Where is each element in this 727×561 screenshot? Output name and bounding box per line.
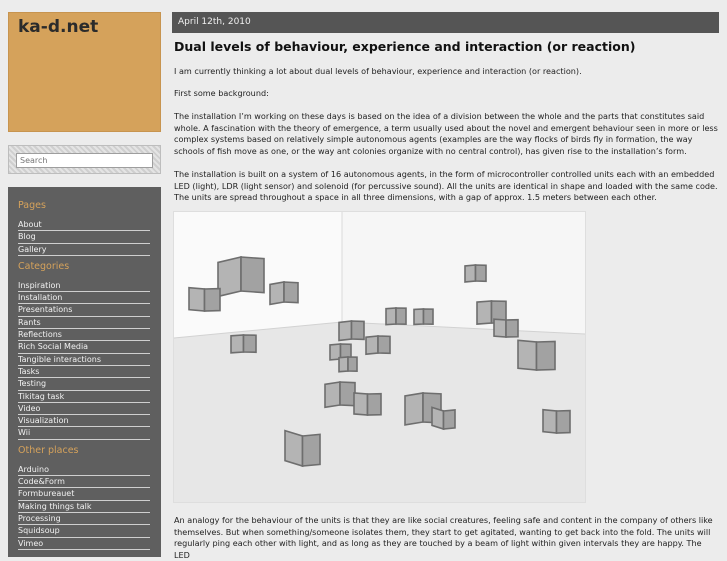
category-item[interactable]: Presentations (18, 304, 150, 316)
categories-list (18, 280, 151, 440)
unit-panel (476, 265, 487, 281)
unit-panel (205, 289, 221, 311)
post-paragraph: First some background: (174, 88, 269, 98)
other-place-item[interactable]: Formbureauet (18, 488, 150, 500)
unit-panel (368, 394, 382, 415)
pages-list (18, 219, 151, 256)
unit-panel (285, 431, 303, 466)
unit-panel (506, 320, 518, 337)
unit-panel (465, 265, 476, 282)
unit-panel (414, 309, 424, 324)
unit-panel (537, 341, 556, 370)
post-paragraph: The installation is built on a system of 16 autonomous agents, in the form of microcontroller controlled units each with an embedded LED (light), LDR (light sensor) and solenoid (for percussive sound). All the units are identical in shape and loaded with the same code. The units are spread throughout a space in all three dimensions, with a gap of approx. 1.5 meters between each other. (174, 169, 718, 202)
unit-panel (386, 308, 396, 325)
unit-panel (432, 407, 444, 429)
unit-panel (325, 382, 340, 407)
post-title[interactable]: Dual levels of behaviour, experience and interaction (or reaction) (174, 39, 636, 54)
category-item[interactable]: Tangible interactions (18, 354, 150, 366)
other-place-item[interactable]: Vimeo (18, 538, 150, 550)
unit-panel (378, 336, 390, 353)
unit-panel (444, 410, 456, 429)
other-place-item[interactable]: Code&Form (18, 476, 150, 488)
other-place-item[interactable]: Squidsoup (18, 525, 150, 537)
sidebar-item-blog[interactable]: Blog (18, 231, 150, 243)
installation-render-graphic (174, 212, 585, 502)
post-intro: I am currently thinking a lot about dual levels of behaviour, experience and interaction (or reaction). (174, 66, 582, 76)
other-places-list (18, 464, 151, 550)
unit-panel (557, 411, 571, 433)
category-item[interactable]: Wii (18, 427, 150, 439)
unit-panel (241, 257, 264, 293)
categories-heading: Categories (18, 260, 70, 272)
category-item[interactable]: Video (18, 403, 150, 415)
other-place-item[interactable]: Arduino (18, 464, 150, 476)
category-item[interactable]: Reflections (18, 329, 150, 341)
sidebar-item-about[interactable]: About (18, 219, 150, 231)
sidebar-item-gallery[interactable]: Gallery (18, 244, 150, 256)
unit-panel (339, 321, 352, 340)
unit-panel (189, 288, 205, 311)
search-input[interactable] (16, 153, 153, 168)
post-date: April 12th, 2010 (172, 12, 719, 33)
other-places-heading: Other places (18, 444, 79, 456)
sidebar-nav (8, 187, 161, 557)
category-item[interactable]: Inspiration (18, 280, 150, 292)
unit-panel (270, 282, 284, 304)
unit-panel (405, 393, 423, 425)
unit-panel (218, 257, 241, 296)
unit-panel (518, 340, 537, 370)
unit-panel (339, 357, 348, 372)
post-paragraph: The installation I’m working on these days is based on the idea of a division between the whole and the parts that constitutes said whole. A fascination with the theory of emergence, a term usually used about the novel and emergent behaviour seen in more or less complex systems based on relatively simple autonomous agents (examples are the way flocks of birds fly in formation, the way schools of fish move as one, or the way ant colonies organize with no central control), has given rise to the installation’s form. (174, 111, 718, 156)
post-paragraph: An analogy for the behaviour of the units is that they are like social creatures, feeling safe and content in the company of others like themselves. But when something/someone isolates them, they start to get agitated, wanting to get back into the fold. The units will regularly ping each other with light, and as long as they are touched by a beam of light within given intervals they are happy. The LED (174, 515, 713, 560)
other-place-item[interactable]: Making things talk (18, 501, 150, 513)
other-place-item[interactable]: Processing (18, 513, 150, 525)
unit-panel (284, 282, 298, 303)
unit-panel (231, 335, 244, 353)
site-title[interactable]: ka-d.net (18, 17, 99, 37)
unit-panel (244, 335, 257, 352)
search-box (8, 145, 161, 174)
site-logo[interactable] (8, 12, 161, 132)
unit-panel (354, 393, 368, 415)
category-item[interactable]: Tikitag task (18, 391, 150, 403)
unit-panel (424, 309, 434, 324)
category-item[interactable]: Installation (18, 292, 150, 304)
unit-panel (352, 321, 365, 339)
unit-panel (494, 319, 506, 337)
category-item[interactable]: Visualization (18, 415, 150, 427)
unit-panel (303, 434, 321, 466)
unit-panel (543, 410, 557, 433)
category-item[interactable]: Rich Social Media (18, 341, 150, 353)
unit-panel (348, 357, 357, 371)
pages-heading: Pages (18, 200, 46, 211)
category-item[interactable]: Rants (18, 317, 150, 329)
installation-render-image (173, 211, 586, 503)
category-item[interactable]: Tasks (18, 366, 150, 378)
unit-panel (340, 382, 355, 406)
category-item[interactable]: Testing (18, 378, 150, 390)
unit-panel (396, 308, 406, 324)
unit-panel (366, 336, 378, 354)
unit-panel (477, 301, 492, 324)
room-right-wall (342, 212, 585, 334)
